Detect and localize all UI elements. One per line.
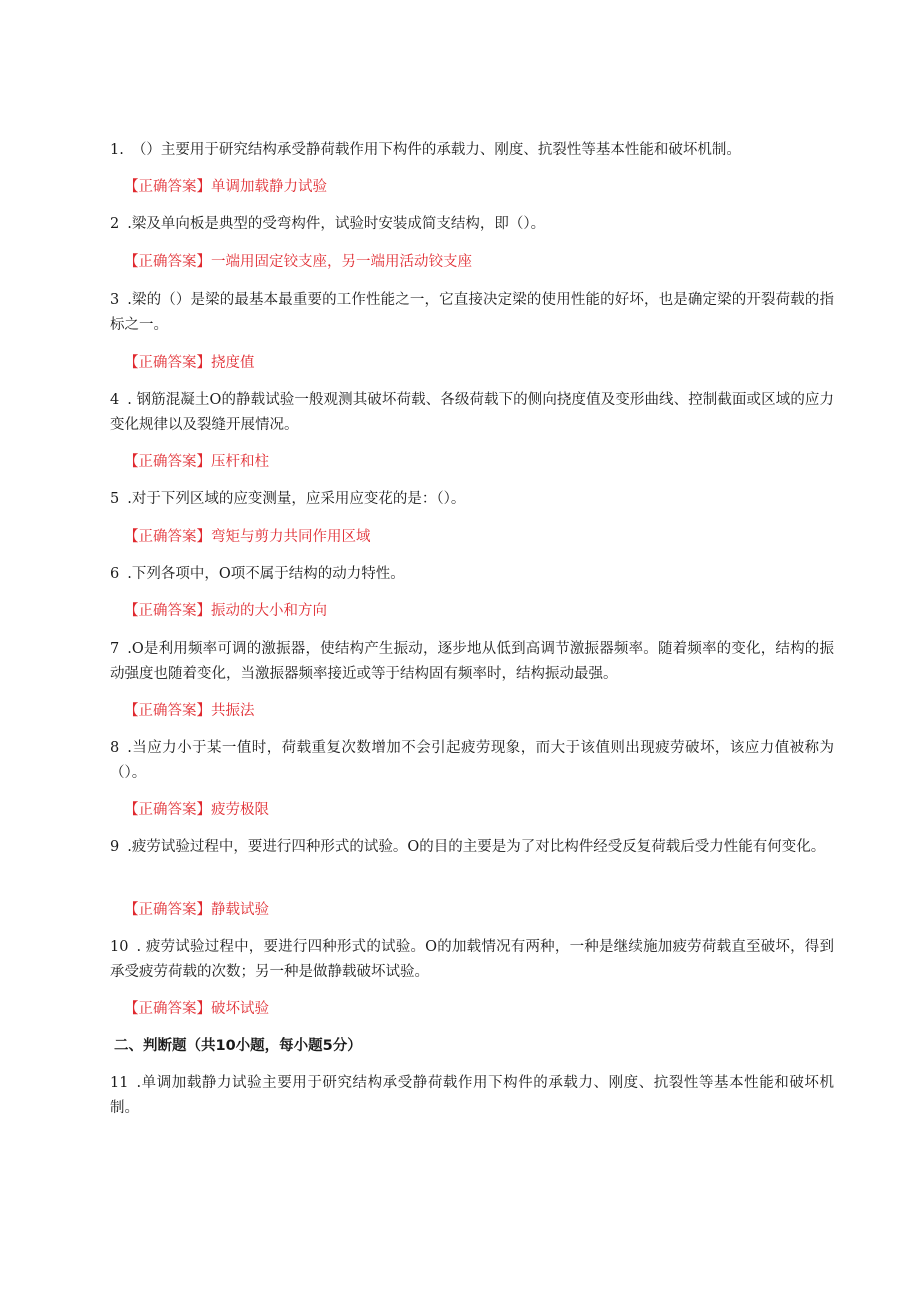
answer-4: 【正确答案】压杆和柱	[124, 454, 269, 470]
question-text: .对于下列区域的应变测量，应采用应变花的是：（）。	[127, 491, 466, 507]
question-10: 10 . 疲劳试验过程中，要进行四种形式的试验。O的加载情况有两种，一种是继续施加疲劳荷载直至破坏，得到承受疲劳荷载的次数；另一种是做静载破坏试验。	[110, 939, 834, 980]
question-4: 4 . 钢筋混凝土O的静载试验一般观测其破坏荷载、各级荷载下的侧向挠度值及变形曲线、控制截面或区域的应力变化规律以及裂缝开展情况。	[110, 392, 834, 433]
answer-9: 【正确答案】静载试验	[124, 902, 269, 918]
question-text: . 钢筋混凝土O的静载试验一般观测其破坏荷载、各级荷载下的侧向挠度值及变形曲线、控制截面或区域的应力变化规律以及裂缝开展情况。	[110, 392, 834, 433]
question-text: .下列各项中，O项不属于结构的动力特性。	[127, 566, 405, 582]
question-text: .O是利用频率可调的激振器，使结构产生振动，逐步地从低到高调节激振器频率。随着频率的变化，结构的振动强度也随着变化，当激振器频率接近或等于结构固有频率时，结构振动最强。	[110, 641, 834, 682]
question-text: . 疲劳试验过程中，要进行四种形式的试验。O的加载情况有两种，一种是继续施加疲劳荷载直至破坏，得到承受疲劳荷载的次数；另一种是做静载破坏试验。	[110, 939, 834, 980]
answer-3: 【正确答案】挠度值	[124, 355, 255, 371]
question-text: .疲劳试验过程中，要进行四种形式的试验。O的目的主要是为了对比构件经受反复荷载后受力性能有何变化。	[127, 839, 826, 855]
answer-8: 【正确答案】疲劳极限	[124, 802, 269, 818]
answer-5: 【正确答案】弯矩与剪力共同作用区域	[124, 529, 371, 545]
section-heading: 二、判断题（共10小题，每小题5分）	[114, 1038, 362, 1054]
question-7: 7 .O是利用频率可调的激振器，使结构产生振动，逐步地从低到高调节激振器频率。随着频率的变化，结构的振动强度也随着变化，当激振器频率接近或等于结构固有频率时，结构振动最强。	[110, 641, 834, 682]
answer-7: 【正确答案】共振法	[124, 703, 255, 719]
question-9: 9 .疲劳试验过程中，要进行四种形式的试验。O的目的主要是为了对比构件经受反复荷载后受力性能有何变化。	[110, 839, 826, 855]
answer-10: 【正确答案】破坏试验	[124, 1001, 269, 1017]
question-5: 5 .对于下列区域的应变测量，应采用应变花的是：（）。	[110, 491, 466, 507]
question-1: 1. （）主要用于研究结构承受静荷载作用下构件的承载力、刚度、抗裂性等基本性能和破坏机制。	[110, 142, 741, 158]
answer-2: 【正确答案】一端用固定铰支座，另一端用活动铰支座	[124, 254, 472, 270]
question-text: .单调加载静力试验主要用于研究结构承受静荷载作用下构件的承载力、刚度、抗裂性等基本性能和破坏机制。	[110, 1075, 834, 1116]
question-11: 11 .单调加载静力试验主要用于研究结构承受静荷载作用下构件的承载力、刚度、抗裂性等基本性能和破坏机制。	[110, 1075, 834, 1116]
question-2: 2 .梁及单向板是典型的受弯构件，试验时安装成简支结构，即（）。	[110, 216, 546, 232]
question-text: （）主要用于研究结构承受静荷载作用下构件的承载力、刚度、抗裂性等基本性能和破坏机制。	[131, 142, 741, 158]
answer-6: 【正确答案】振动的大小和方向	[124, 603, 327, 619]
question-text: .梁的（）是梁的最基本最重要的工作性能之一，它直接决定梁的使用性能的好坏，也是确定梁的开裂荷载的指标之一。	[110, 292, 834, 333]
question-text: .当应力小于某一值时，荷载重复次数增加不会引起疲劳现象，而大于该值则出现疲劳破坏，该应力值被称为（）。	[110, 740, 834, 781]
question-3: 3 .梁的（）是梁的最基本最重要的工作性能之一，它直接决定梁的使用性能的好坏，也是确定梁的开裂荷载的指标之一。	[110, 292, 834, 333]
question-6: 6 .下列各项中，O项不属于结构的动力特性。	[110, 566, 405, 582]
question-text: .梁及单向板是典型的受弯构件，试验时安装成简支结构，即（）。	[127, 216, 546, 232]
question-8: 8 .当应力小于某一值时，荷载重复次数增加不会引起疲劳现象，而大于该值则出现疲劳破坏，该应力值被称为（）。	[110, 740, 834, 781]
answer-1: 【正确答案】单调加载静力试验	[124, 179, 327, 195]
